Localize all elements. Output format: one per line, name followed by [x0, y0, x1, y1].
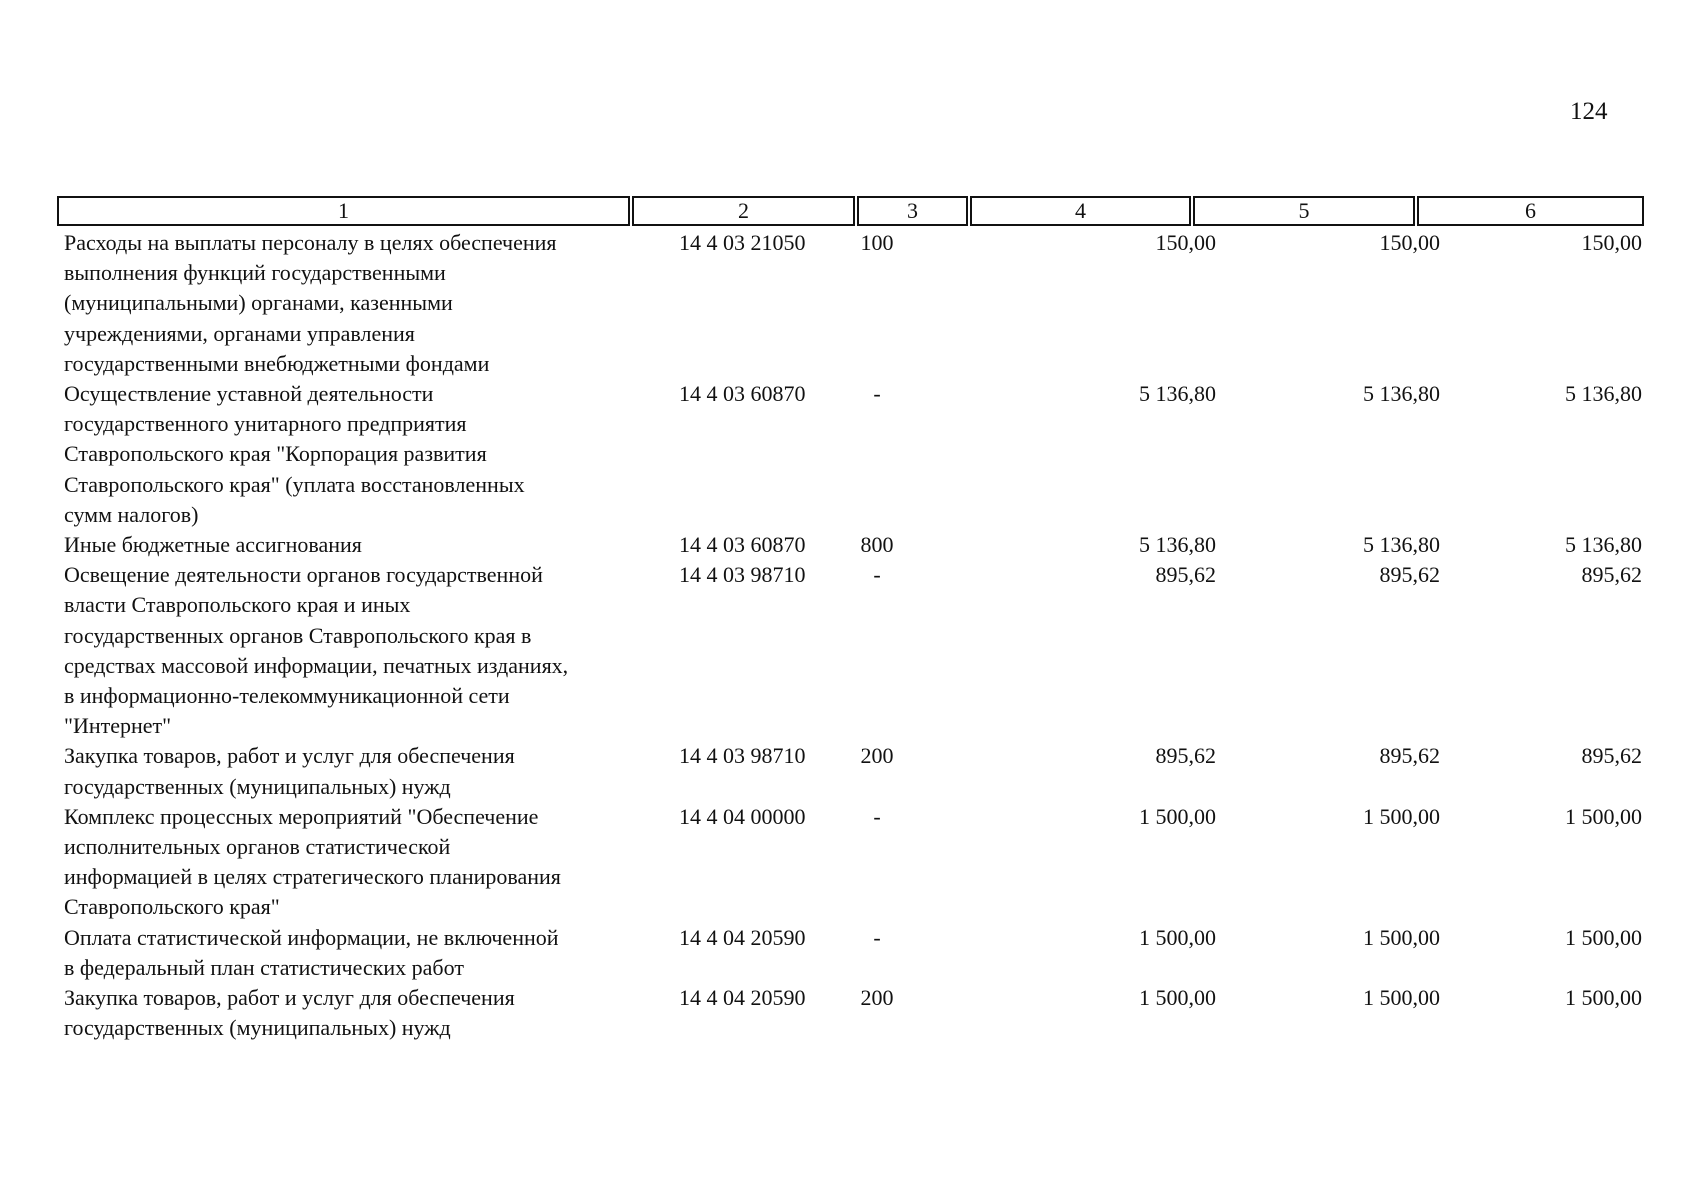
row-expense-type: -: [873, 562, 881, 588]
row-value-col5: 5 136,80: [1363, 532, 1440, 558]
table-body: [57, 228, 1644, 1043]
row-code: 14 4 03 98710: [679, 743, 806, 769]
row-expense-type: -: [873, 924, 881, 950]
header-col-6: 6: [1417, 196, 1644, 226]
row-value-col6: 5 136,80: [1565, 532, 1642, 558]
row-expense-type: 100: [860, 230, 894, 255]
row-code: 14 4 03 60870: [679, 381, 806, 407]
row-value-col6: 895,62: [1581, 743, 1642, 769]
row-expense-type: 200: [860, 985, 894, 1011]
row-description: Иные бюджетные ассигнования: [64, 532, 362, 558]
row-value-col4: 150,00: [1155, 230, 1216, 255]
table-row: [57, 923, 1644, 983]
table-row: [57, 560, 1644, 741]
row-code: 14 4 03 60870: [679, 532, 806, 558]
row-code: 14 4 03 98710: [679, 562, 806, 588]
row-expense-type: 800: [860, 532, 894, 558]
table-row: [57, 802, 1644, 923]
row-value-col6: 5 136,80: [1565, 381, 1642, 407]
header-col-4: 4: [970, 196, 1191, 226]
table-row: [57, 530, 1644, 560]
header-col-2: 2: [632, 196, 855, 226]
row-description: Закупка товаров, работ и услуг для обеспечения государственных (муниципальных) нужд: [64, 743, 515, 799]
row-code: 14 4 04 20590: [679, 985, 806, 1011]
row-value-col4: 895,62: [1155, 562, 1216, 588]
row-value-col4: 1 500,00: [1139, 803, 1216, 829]
row-expense-type: 200: [860, 743, 894, 769]
row-description: Расходы на выплаты персоналу в целях обеспечения выполнения функций государственными (муниципальными) органами, казенными учреждениями, органами управления государственными внебюджетными фондами: [64, 230, 557, 376]
row-code: 14 4 04 20590: [679, 924, 806, 950]
row-description: Комплекс процессных мероприятий "Обеспечение исполнительных органов статистической информацией в целях стратегического планирования Ставропольского края": [64, 803, 561, 920]
row-value-col6: 150,00: [1581, 230, 1642, 255]
row-description: Осуществление уставной деятельности государственного унитарного предприятия Ставропольского края "Корпорация развития Ставропольского края" (уплата восстановленных сумм налогов): [64, 381, 525, 527]
page-number: 124: [1570, 98, 1608, 125]
row-value-col5: 5 136,80: [1363, 381, 1440, 407]
row-value-col4: 5 136,80: [1139, 532, 1216, 558]
row-value-col6: 1 500,00: [1565, 803, 1642, 829]
table-row: [57, 228, 1644, 379]
row-value-col4: 5 136,80: [1139, 381, 1216, 407]
row-value-col5: 1 500,00: [1363, 985, 1440, 1011]
row-value-col5: 1 500,00: [1363, 803, 1440, 829]
row-description: Закупка товаров, работ и услуг для обеспечения государственных (муниципальных) нужд: [64, 985, 515, 1041]
row-value-col5: 895,62: [1379, 743, 1440, 769]
row-value-col6: 895,62: [1581, 562, 1642, 588]
table-row: [57, 379, 1644, 530]
table-row: [57, 983, 1644, 1043]
row-code: 14 4 04 00000: [679, 803, 806, 829]
table-row: [57, 741, 1644, 801]
row-value-col5: 895,62: [1379, 562, 1440, 588]
header-col-1: 1: [57, 196, 630, 226]
table-header: [57, 196, 1644, 226]
row-value-col6: 1 500,00: [1565, 924, 1642, 950]
row-value-col6: 1 500,00: [1565, 985, 1642, 1011]
row-code: 14 4 03 21050: [679, 230, 806, 255]
row-value-col5: 1 500,00: [1363, 924, 1440, 950]
row-value-col4: 1 500,00: [1139, 924, 1216, 950]
header-col-5: 5: [1193, 196, 1415, 226]
row-expense-type: -: [873, 803, 881, 829]
header-col-3: 3: [857, 196, 968, 226]
row-value-col4: 1 500,00: [1139, 985, 1216, 1011]
row-description: Оплата статистической информации, не включенной в федеральный план статистических работ: [64, 924, 559, 980]
row-description: Освещение деятельности органов государственной власти Ставропольского края и иных государственных органов Ставропольского края в средствах массовой информации, печатных изданиях, в информационно-телекоммуникационной сети "Интернет": [64, 562, 569, 739]
row-value-col4: 895,62: [1155, 743, 1216, 769]
row-value-col5: 150,00: [1379, 230, 1440, 255]
row-expense-type: -: [873, 381, 881, 407]
